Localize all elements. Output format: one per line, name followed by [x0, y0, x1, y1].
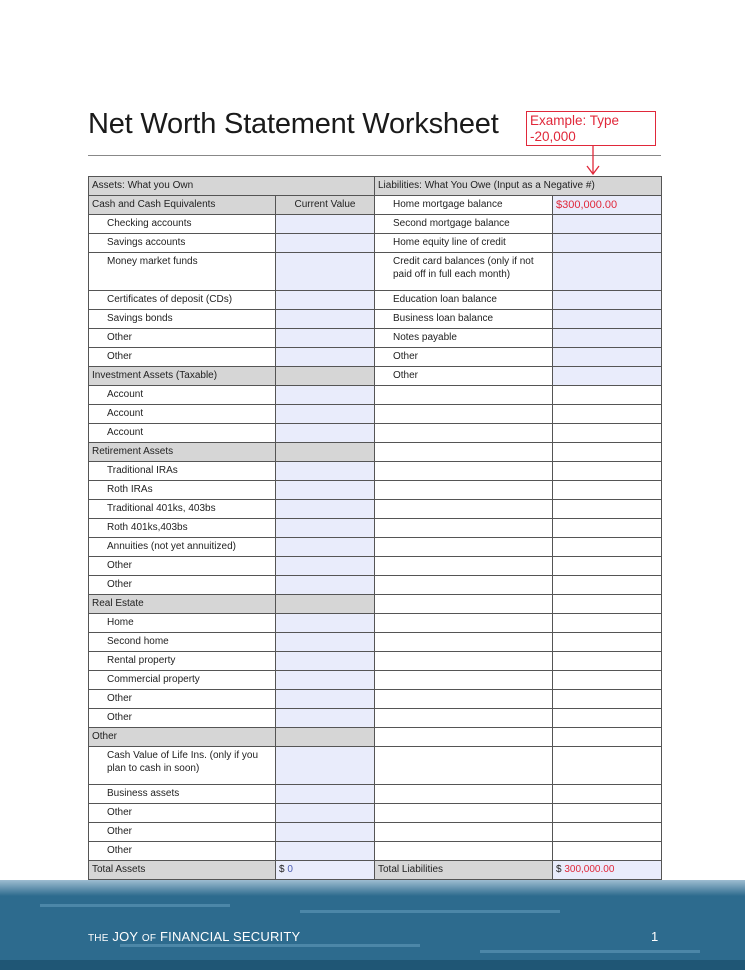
table-row	[89, 709, 662, 728]
asset-value-input[interactable]	[276, 842, 375, 861]
liability-value-input[interactable]	[553, 329, 662, 348]
asset-value-input[interactable]	[276, 386, 375, 405]
liability-value-input[interactable]	[553, 253, 662, 291]
asset-label: Savings bonds	[89, 310, 276, 329]
asset-value-input[interactable]	[276, 424, 375, 443]
liability-value-input[interactable]: $300,000.00	[553, 196, 662, 215]
asset-label: Roth 401ks,403bs	[89, 519, 276, 538]
liabilities-header: Liabilities: What You Owe (Input as a Negative #)	[375, 177, 662, 196]
liability-label: Home equity line of credit	[375, 234, 553, 253]
asset-value-input[interactable]	[276, 557, 375, 576]
asset-label: Second home	[89, 633, 276, 652]
total-assets-label: Total Assets	[89, 861, 276, 880]
asset-value-input[interactable]	[276, 709, 375, 728]
table-row	[89, 633, 662, 652]
cash-section-row	[89, 196, 662, 215]
title-divider	[88, 155, 661, 156]
footer-rest: FINANCIAL SECURITY	[160, 929, 301, 944]
table-row	[89, 671, 662, 690]
liability-label: Business loan balance	[375, 310, 553, 329]
liability-label: Home mortgage balance	[375, 196, 553, 215]
asset-label: Home	[89, 614, 276, 633]
liability-label: Notes payable	[375, 329, 553, 348]
current-value-header: Current Value	[276, 196, 375, 215]
currency-symbol: $	[556, 864, 562, 875]
asset-value-input[interactable]	[276, 405, 375, 424]
asset-label: Commercial property	[89, 671, 276, 690]
page-number: 1	[651, 929, 659, 944]
table-row	[89, 386, 662, 405]
asset-value-input[interactable]	[276, 500, 375, 519]
asset-value-input[interactable]	[276, 747, 375, 785]
asset-label: Other	[89, 690, 276, 709]
asset-value-input[interactable]	[276, 329, 375, 348]
page-title: Net Worth Statement Worksheet	[88, 108, 499, 140]
table-row	[89, 804, 662, 823]
table-row	[89, 234, 662, 253]
asset-label: Other	[89, 576, 276, 595]
table-row	[89, 310, 662, 329]
asset-label: Account	[89, 405, 276, 424]
asset-value-input[interactable]	[276, 690, 375, 709]
liability-value-input[interactable]	[553, 310, 662, 329]
asset-label: Business assets	[89, 785, 276, 804]
callout-line-2: -20,000	[530, 129, 576, 144]
cash-section-label: Cash and Cash Equivalents	[89, 196, 276, 215]
liability-label: Other	[375, 348, 553, 367]
table-row	[89, 500, 662, 519]
table-row	[89, 785, 662, 804]
table-row	[89, 842, 662, 861]
asset-label: Checking accounts	[89, 215, 276, 234]
liability-value-input[interactable]	[553, 291, 662, 310]
asset-value-input[interactable]	[276, 785, 375, 804]
asset-label: Traditional IRAs	[89, 462, 276, 481]
section-value-cell	[276, 728, 375, 747]
table-row	[89, 424, 662, 443]
total-liabilities-amount: 300,000.00	[564, 864, 615, 875]
liability-value-input[interactable]	[553, 234, 662, 253]
asset-value-input[interactable]	[276, 234, 375, 253]
table-row	[89, 538, 662, 557]
asset-value-input[interactable]	[276, 519, 375, 538]
asset-label: Account	[89, 424, 276, 443]
other-section-row	[89, 728, 662, 747]
section-value-cell	[276, 595, 375, 614]
table-row	[89, 405, 662, 424]
table-row	[89, 462, 662, 481]
asset-value-input[interactable]	[276, 576, 375, 595]
liability-label: Education loan balance	[375, 291, 553, 310]
section-label: Investment Assets (Taxable)	[89, 367, 276, 386]
assets-header: Assets: What you Own	[89, 177, 375, 196]
table-row	[89, 329, 662, 348]
net-worth-table	[88, 176, 662, 880]
asset-value-input[interactable]	[276, 310, 375, 329]
currency-symbol: $	[279, 864, 285, 875]
footer-brand	[88, 929, 300, 944]
callout-line-1: Example: Type	[530, 113, 620, 128]
liability-label: Credit card balances (only if not paid off in full each month)	[375, 253, 553, 291]
asset-label: Rental property	[89, 652, 276, 671]
liability-value-input[interactable]	[553, 215, 662, 234]
table-row	[89, 690, 662, 709]
total-assets-amount: 0	[287, 864, 293, 875]
asset-label: Account	[89, 386, 276, 405]
total-assets-value[interactable]	[276, 861, 375, 880]
liability-label: Second mortgage balance	[375, 215, 553, 234]
table-row	[89, 481, 662, 500]
asset-value-input[interactable]	[276, 291, 375, 310]
table-row	[89, 253, 662, 291]
asset-value-input[interactable]	[276, 804, 375, 823]
asset-value-input[interactable]	[276, 614, 375, 633]
real-estate-section-row	[89, 595, 662, 614]
callout-arrow-icon	[585, 146, 601, 176]
liability-label: Other	[375, 367, 553, 386]
asset-label: Savings accounts	[89, 234, 276, 253]
table-header-row	[89, 177, 662, 196]
asset-value-input[interactable]	[276, 671, 375, 690]
asset-label: Money market funds	[89, 253, 276, 291]
table-row	[89, 291, 662, 310]
footer-banner	[0, 880, 745, 970]
table-row	[89, 519, 662, 538]
asset-value-input[interactable]	[276, 481, 375, 500]
footer-of: OF	[141, 933, 157, 944]
liability-value-input[interactable]	[553, 367, 662, 386]
asset-value-input[interactable]	[276, 538, 375, 557]
asset-label: Certificates of deposit (CDs)	[89, 291, 276, 310]
example-callout	[526, 111, 656, 146]
totals-row	[89, 861, 662, 880]
asset-label: Other	[89, 329, 276, 348]
table-row	[89, 614, 662, 633]
asset-label: Cash Value of Life Ins. (only if you plan to cash in soon)	[89, 747, 276, 785]
asset-label: Other	[89, 557, 276, 576]
asset-value-input[interactable]	[276, 633, 375, 652]
retirement-section-row	[89, 443, 662, 462]
asset-label: Other	[89, 709, 276, 728]
asset-value-input[interactable]	[276, 823, 375, 842]
asset-value-input[interactable]	[276, 462, 375, 481]
asset-label: Other	[89, 823, 276, 842]
section-value-cell	[276, 443, 375, 462]
investment-section-row	[89, 367, 662, 386]
table-row	[89, 348, 662, 367]
asset-label: Traditional 401ks, 403bs	[89, 500, 276, 519]
asset-value-input[interactable]	[276, 652, 375, 671]
section-label: Real Estate	[89, 595, 276, 614]
table-row	[89, 557, 662, 576]
table-row	[89, 652, 662, 671]
asset-value-input[interactable]	[276, 348, 375, 367]
table-row	[89, 823, 662, 842]
asset-label: Annuities (not yet annuitized)	[89, 538, 276, 557]
asset-label: Roth IRAs	[89, 481, 276, 500]
total-liabilities-label: Total Liabilities	[375, 861, 553, 880]
asset-label: Other	[89, 348, 276, 367]
asset-value-input[interactable]	[276, 253, 375, 291]
table-row	[89, 747, 662, 785]
liability-value-input[interactable]	[553, 348, 662, 367]
footer-the: THE	[88, 933, 109, 944]
asset-value-input[interactable]	[276, 215, 375, 234]
section-value-cell	[276, 367, 375, 386]
total-liabilities-value[interactable]	[553, 861, 662, 880]
table-row	[89, 215, 662, 234]
footer-joy: JOY	[112, 929, 139, 944]
section-label: Retirement Assets	[89, 443, 276, 462]
asset-label: Other	[89, 804, 276, 823]
table-row	[89, 576, 662, 595]
section-label: Other	[89, 728, 276, 747]
asset-label: Other	[89, 842, 276, 861]
